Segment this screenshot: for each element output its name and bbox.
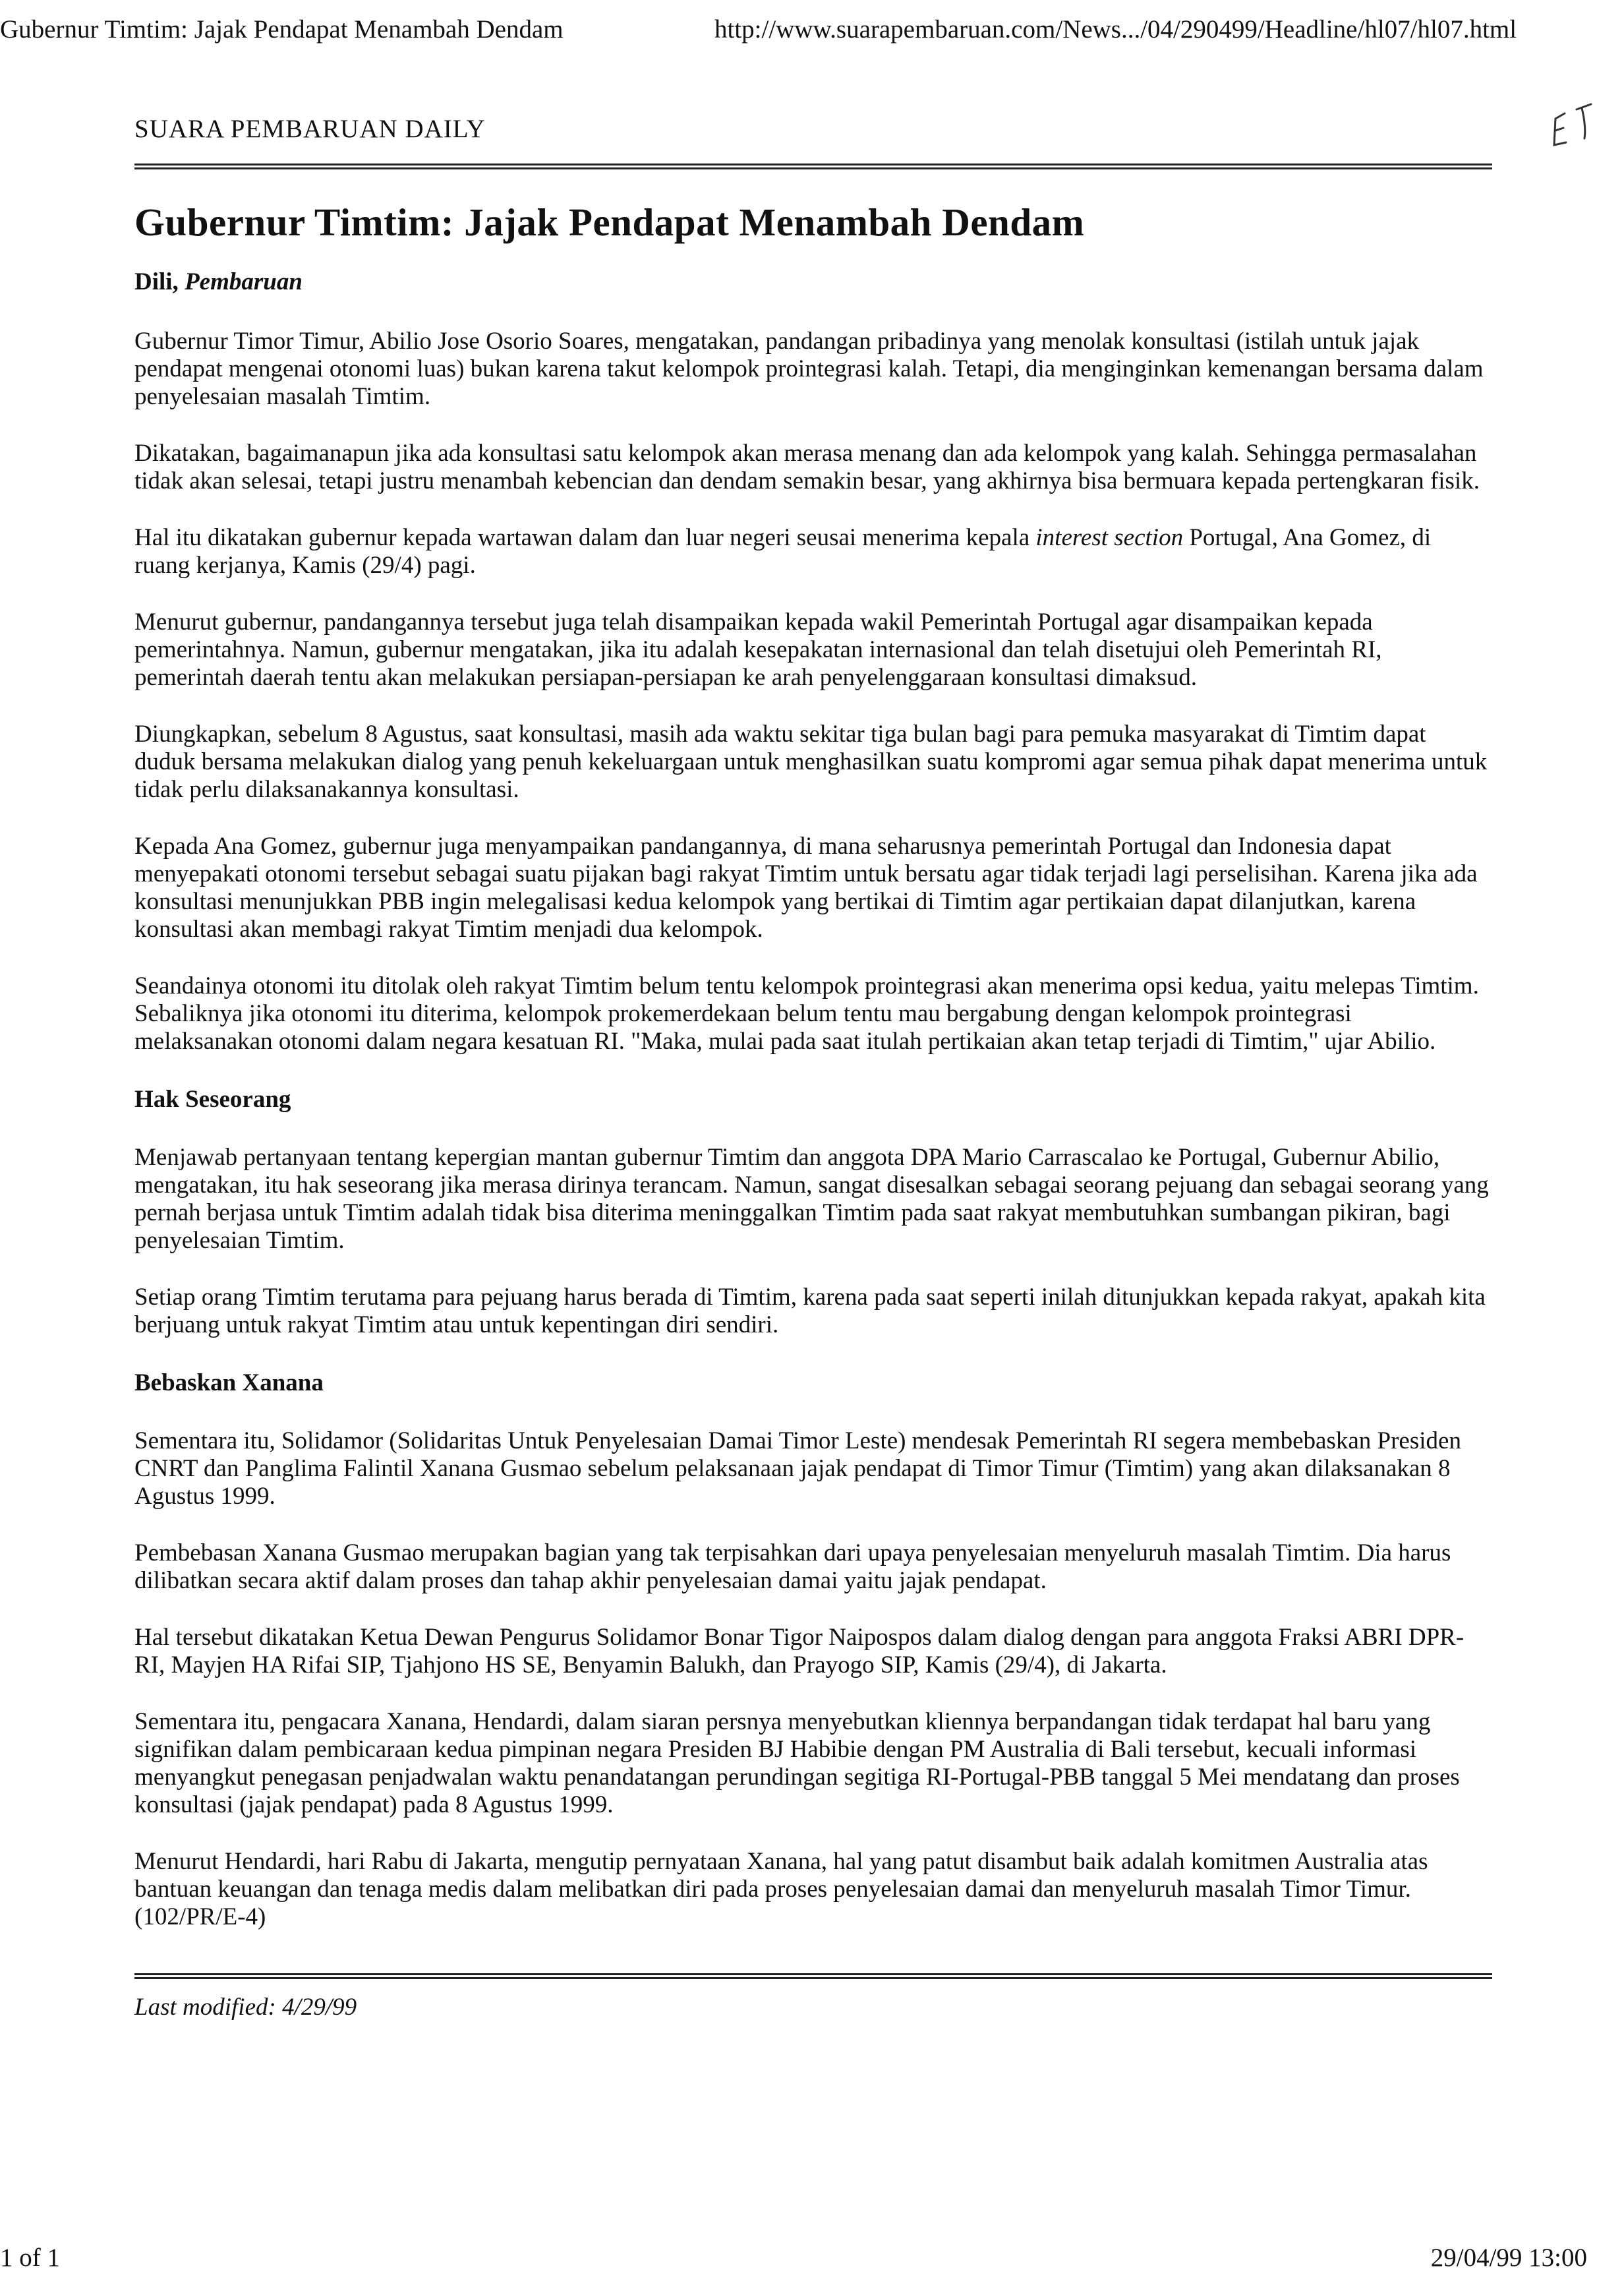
paragraph-text: Portugal, Ana Gomez, di ruang kerjanya, Kamis (29/4) pagi. [134,524,1432,579]
article-paragraph: Setiap orang Timtim terutama para pejuang harus berada di Timtim, karena pada saat seperti inilah ditunjukkan kepada rakyat, apakah kita berjuang untuk rakyat Timtim atau untuk kepentingan diri sendiri. [134,1284,1486,1338]
article-paragraph: Sementara itu, Solidamor (Solidaritas Untuk Penyelesaian Damai Timor Leste) mendesak Pemerintah RI segera membebaskan Presiden CNRT dan Panglima Falintil Xanana Gusmao sebelum pelaksanaan jajak pendapat di Timor Timur (Timtim) yang akan dilaksanakan 8 Agustus 1999. [134,1427,1461,1510]
handwritten-mark-icon [1550,99,1603,158]
article-paragraph: Gubernur Timor Timur, Abilio Jose Osorio Soares, mengatakan, pandangan pribadinya yang menolak konsultasi (istilah untuk jajak pendapat mengenai otonomi luas) bukan karena takut kelompok prointegrasi kalah. Tetapi, dia menginginkan kemenangan bersama dalam penyelesaian masalah Timtim. [134,328,1484,410]
article-paragraph: Pembebasan Xanana Gusmao merupakan bagian yang tak terpisahkan dari upaya penyelesaian menyeluruh masalah Timtim. Dia harus dilibatkan secara aktif dalam proses dan tahap akhir penyelesaian damai yaitu jajak pendapat. [134,1539,1451,1594]
print-page-title: Gubernur Timtim: Jajak Pendapat Menambah Dendam [0,15,564,44]
paragraph-text: Hal itu dikatakan gubernur kepada wartawan dalam dan luar negeri seusai menerima kepala [134,524,1036,551]
top-divider [134,164,1492,169]
article-headline: Gubernur Timtim: Jajak Pendapat Menambah Dendam [134,200,1085,244]
paragraph-italic-term: interest section [1035,524,1184,551]
article-paragraph [134,524,1492,580]
subheading-bebaskan-xanana: Bebaskan Xanana [134,1369,324,1396]
article-page [134,113,1492,2023]
article-paragraph: Seandainya otonomi itu ditolak oleh rakyat Timtim belum tentu kelompok prointegrasi akan menerima opsi kedua, yaitu melepas Timtim. Sebaliknya jika otonomi itu diterima, kelompok prokemerdekaan belum tentu mau bergabung dengan kelompok prointegrasi melaksanakan otonomi dalam negara kesatuan RI. "Maka, mulai pada saat itulah pertikaian akan tetap terjadi di Timtim," ujar Abilio. [134,972,1479,1055]
dateline [134,267,1492,297]
page-number: 1 of 1 [0,2244,60,2272]
print-datetime: 29/04/99 13:00 [1430,2244,1587,2272]
article-paragraph: Hal tersebut dikatakan Ketua Dewan Pengurus Solidamor Bonar Tigor Naipospos dalam dialog dengan para anggota Fraksi ABRI DPR-RI, Mayjen HA Rifai SIP, Tjahjono HS SE, Benyamin Balukh, dan Prayogo SIP, Kamis (29/4), di Jakarta. [134,1624,1464,1679]
article-paragraph: Menurut Hendardi, hari Rabu di Jakarta, mengutip pernyataan Xanana, hal yang patut disambut baik adalah komitmen Australia atas bantuan keuangan dan tenaga medis dalam melibatkan diri pada proses penyelesaian damai dan menyeluruh masalah Timor Timur. (102/PR/E-4) [134,1848,1428,1930]
print-header [0,15,1624,54]
article-paragraph: Menurut gubernur, pandangannya tersebut juga telah disampaikan kepada wakil Pemerintah Portugal agar disampaikan kepada pemerintahnya. Namun, gubernur mengatakan, jika itu adalah kesepakatan internasional dan telah disetujui oleh Pemerintah RI, pemerintah daerah tentu akan melakukan persiapan-persiapan ke arah penyelenggaraan konsultasi dimaksud. [134,609,1382,691]
publication-name: SUARA PEMBARUAN DAILY [134,115,486,143]
subheading-hak-seseorang: Hak Seseorang [134,1086,291,1113]
dateline-source: Pembaruan [185,268,303,295]
article-paragraph: Sementara itu, pengacara Xanana, Hendardi, dalam siaran persnya menyebutkan kliennya berpandangan tidak terdapat hal baru yang signifikan dalam pembicaraan kedua pimpinan negara Presiden BJ Habibie dengan PM Australia di Bali tersebut, kecuali informasi menyangkut penegasan penjadwalan waktu penandatangan perundingan segitiga RI-Portugal-PBB tanggal 5 Mei mendatang dan proses konsultasi (jajak pendapat) pada 8 Agustus 1999. [134,1708,1460,1818]
last-modified: Last modified: 4/29/99 [134,1994,357,2021]
dateline-place: Dili, [134,268,185,295]
article-paragraph: Menjawab pertanyaan tentang kepergian mantan gubernur Timtim dan anggota DPA Mario Carrascalao ke Portugal, Gubernur Abilio, mengatakan, itu hak seseorang jika merasa dirinya terancam. Namun, sangat disesalkan sebagai seorang pejuang dan sebagai seorang yang pernah berjasa untuk Timtim adalah tidak bisa diterima meninggalkan Timtim pada saat rakyat membutuhkan sumbangan pikiran, bagi penyelesaian Timtim. [134,1144,1489,1254]
article-paragraph: Diungkapkan, sebelum 8 Agustus, saat konsultasi, masih ada waktu sekitar tiga bulan bagi para pemuka masyarakat di Timtim dapat duduk bersama melakukan dialog yang penuh kekeluargaan untuk menghasilkan suatu kompromi agar semua pihak dapat menerima untuk tidak perlu dilaksanakannya konsultasi. [134,721,1488,803]
bottom-divider [134,1973,1492,1979]
article-paragraph: Dikatakan, bagaimanapun jika ada konsultasi satu kelompok akan merasa menang dan ada kelompok yang kalah. Sehingga permasalahan tidak akan selesai, tetapi justru menambah kebencian dan dendam semakin besar, yang akhirnya bisa bermuara kepada pertengkaran fisik. [134,440,1480,494]
article-paragraph: Kepada Ana Gomez, gubernur juga menyampaikan pandangannya, di mana seharusnya pemerintah Portugal dan Indonesia dapat menyepakati otonomi tersebut sebagai suatu pijakan bagi rakyat Timtim untuk bersatu agar tidak terjadi lagi perselisihan. Karena jika ada konsultasi menunjukkan PBB ingin melegalisasi kedua kelompok yang bertikai di Timtim agar pertikaian dapat dilanjutkan, karena konsultasi akan membagi rakyat Timtim menjadi dua kelompok. [134,833,1478,943]
print-url: http://www.suarapembaruan.com/News.../04/290499/Headline/hl07/hl07.html [714,15,1517,44]
